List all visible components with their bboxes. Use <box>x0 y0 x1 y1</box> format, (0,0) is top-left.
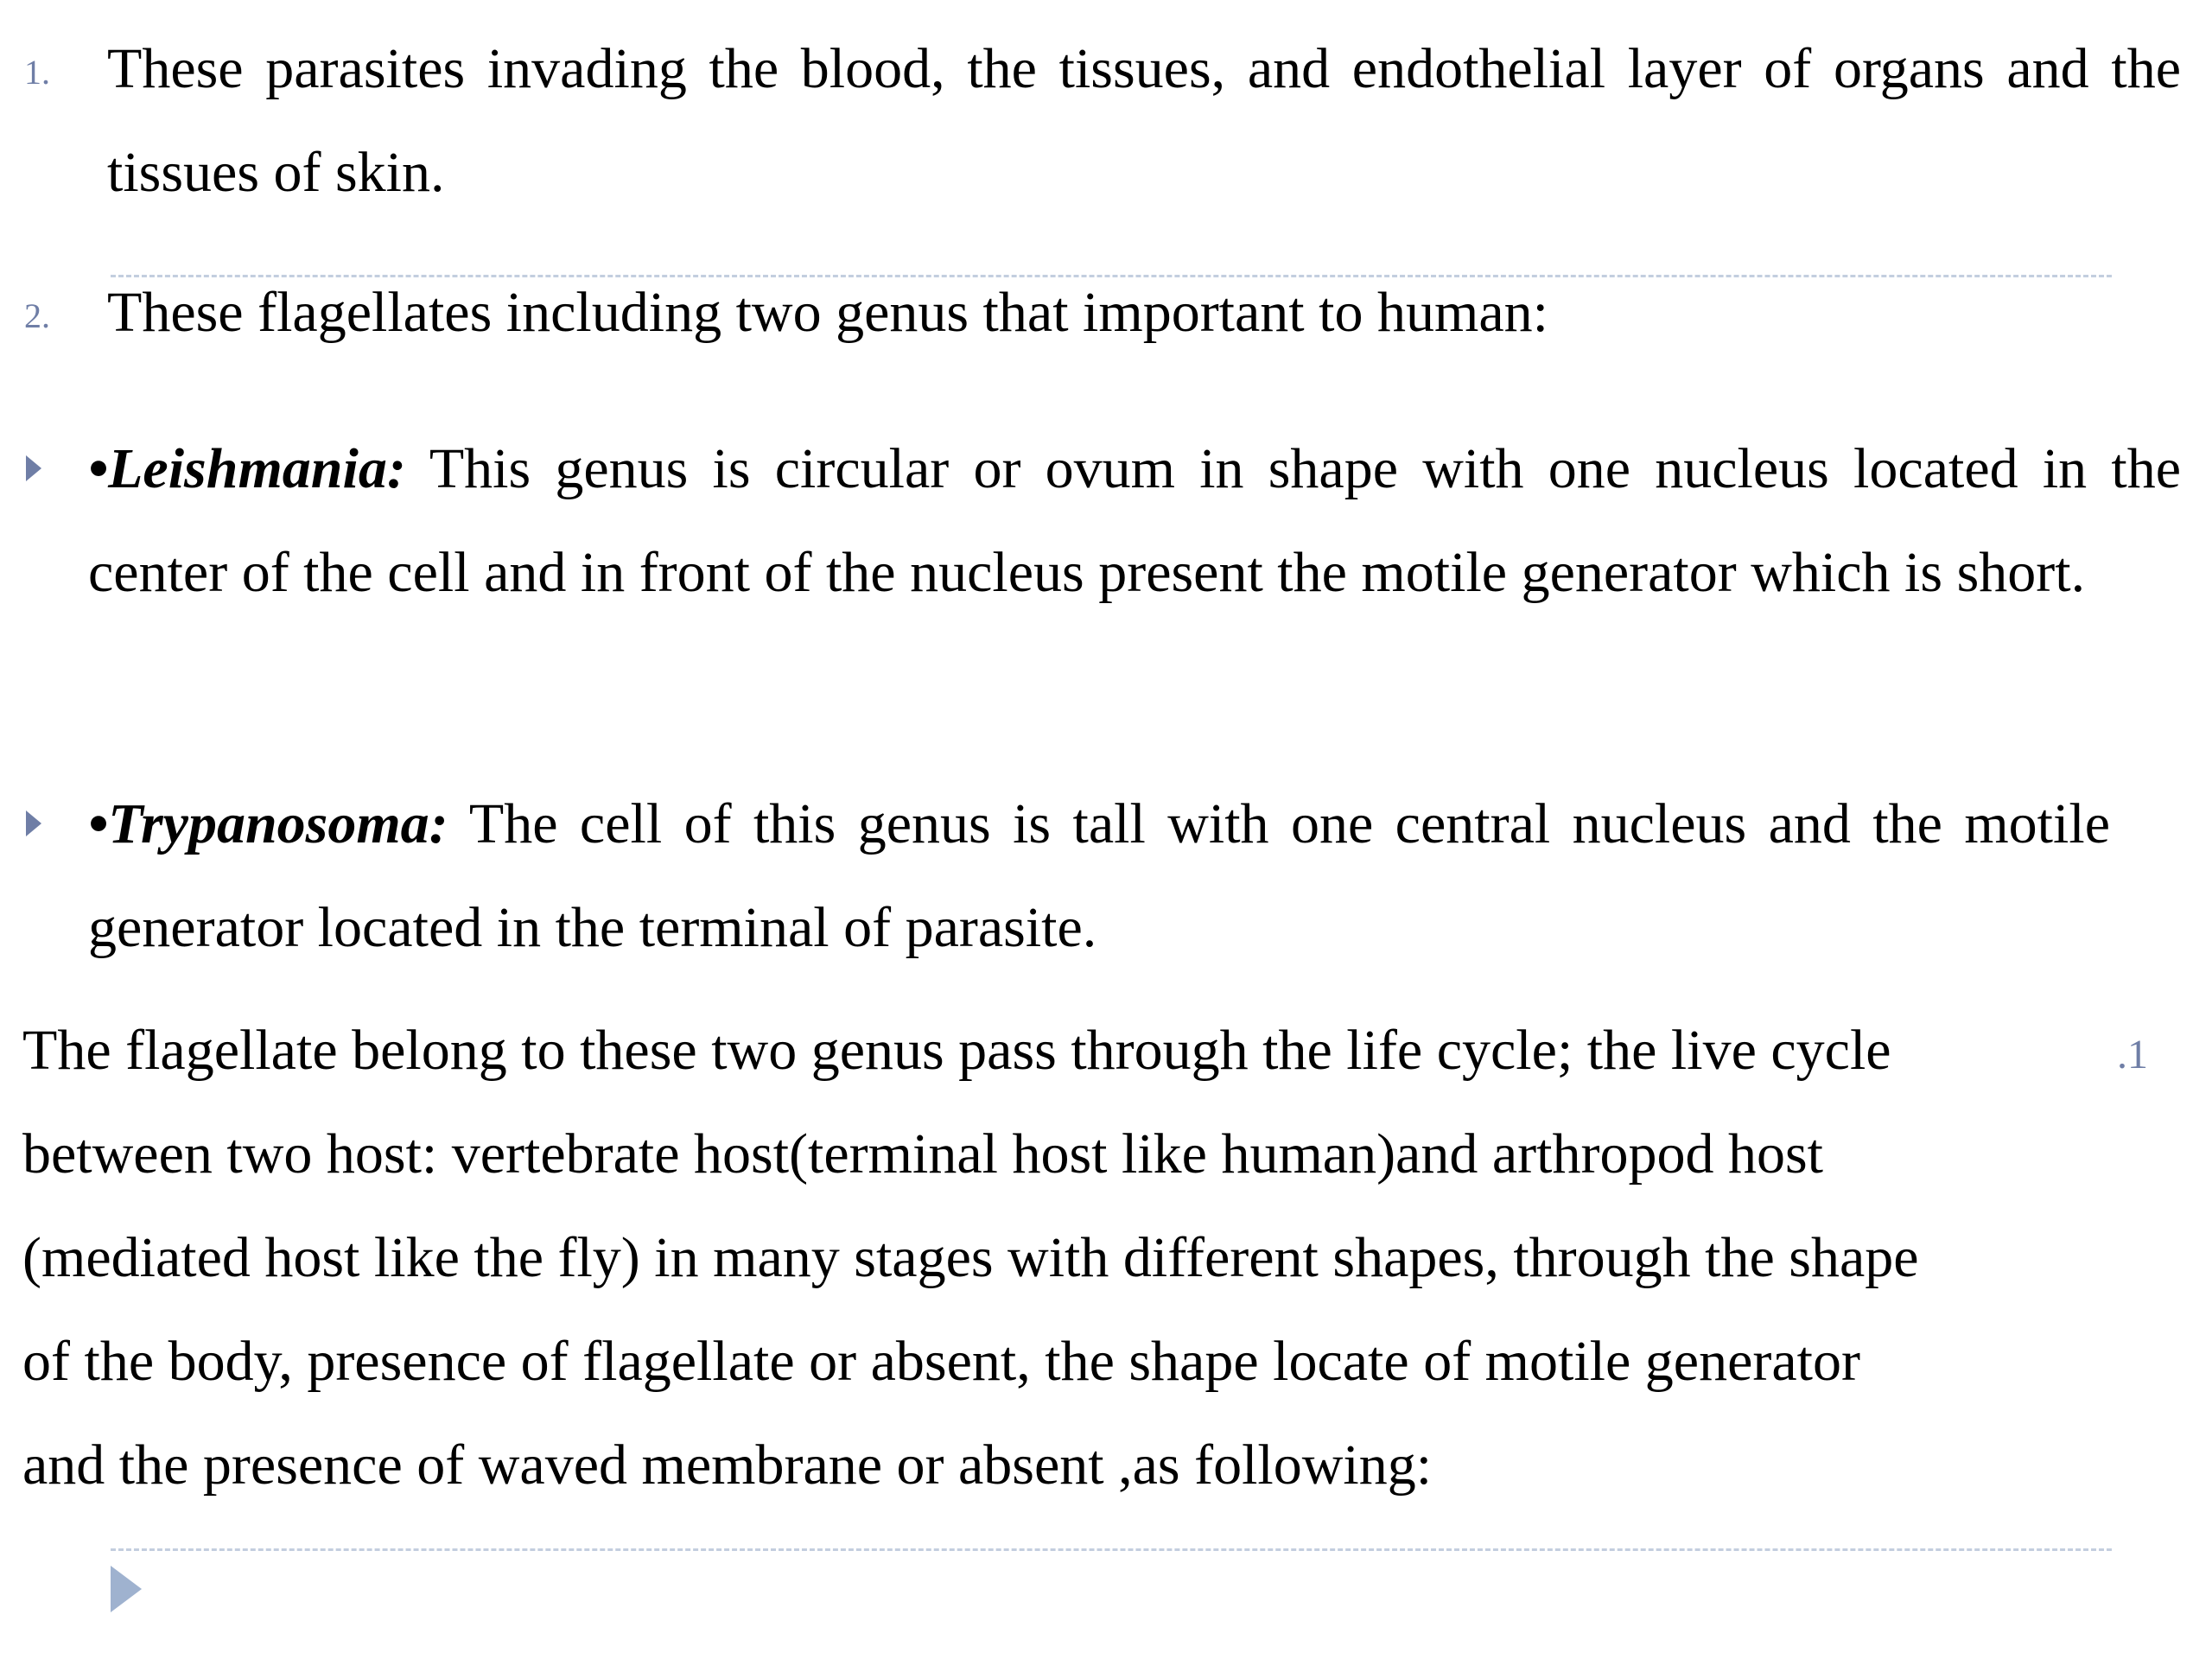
item-1-number: 1. <box>24 53 50 92</box>
item-2-text: These flagellates including two genus that important to human: <box>107 281 1548 344</box>
bullet-arrow-icon <box>26 455 41 481</box>
lifecycle-line: (mediated host like the fly) in many stages with different shapes, through the shape <box>22 1226 1919 1289</box>
bullet-trypanosoma <box>88 772 2110 980</box>
term-trypanosoma: •Trypanosoma: <box>88 792 448 855</box>
term-leishmania: •Leishmania: <box>88 437 406 500</box>
bullet-leishmania <box>88 417 2181 625</box>
trypanosoma-description: The cell of this genus is tall with one central nucleus and the motile generator located in the terminal of parasite. <box>88 792 2110 959</box>
item-1-text: These parasites invading the blood, the tissues, and endothelial layer of organs and the tissues of skin. <box>107 37 2181 204</box>
lifecycle-line: and the presence of waved membrane or absent ,as following: <box>22 1433 1433 1497</box>
lifecycle-paragraph <box>22 999 2113 1517</box>
item-2-number: 2. <box>24 296 50 335</box>
bullet-arrow-icon <box>26 810 41 836</box>
lifecycle-line: of the body, presence of flagellate or absent, the shape locate of motile generator <box>22 1330 1860 1393</box>
lifecycle-line: The flagellate belong to these two genus pass through the life cycle; the live cycle <box>22 1019 1891 1082</box>
lifecycle-number: .1 <box>2117 1032 2148 1077</box>
bullet-arrow-icon <box>111 1566 142 1612</box>
leishmania-description: This genus is circular or ovum in shape with one nucleus located in the center of the cell and in front of the nucleus present the motile generator which is short. <box>88 437 2181 604</box>
lifecycle-line: between two host: vertebrate host(terminal host like human)and arthropod host <box>22 1122 1823 1185</box>
divider-bottom <box>111 1548 2112 1551</box>
